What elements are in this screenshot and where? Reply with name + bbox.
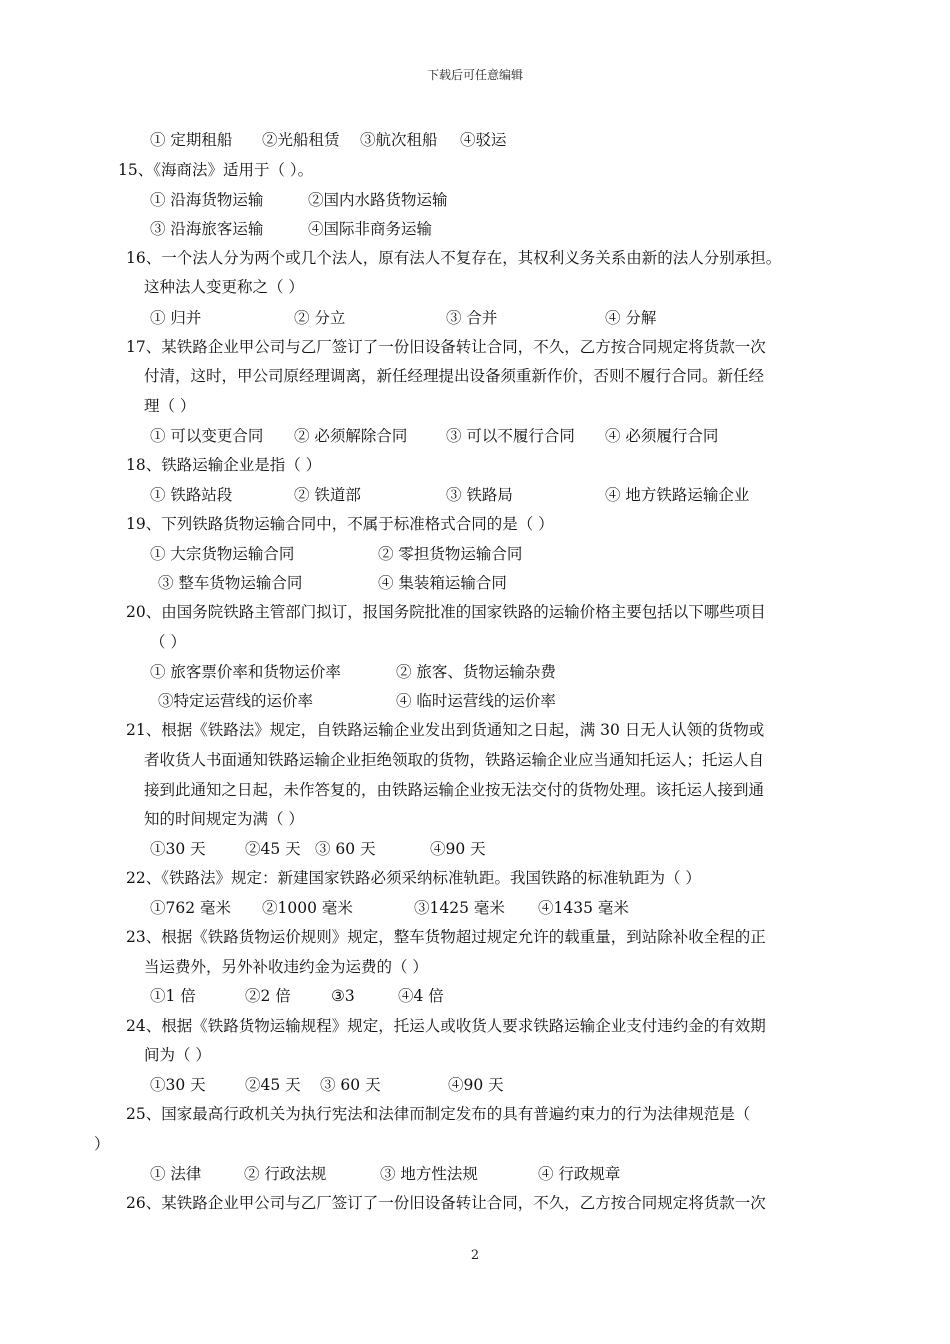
text-line: 26、某铁路企业甲公司与乙厂签订了一份旧设备转让合同，不久，乙方按合同规定将货款一次 [126,1194,766,1212]
text-line: 这种法人变更称之（ ） [144,278,304,296]
answer-option: ① 沿海货物运输 [150,191,264,209]
text-line: 17、某铁路企业甲公司与乙厂签订了一份旧设备转让合同，不久，乙方按合同规定将货款一次 [126,338,766,356]
answer-option: ④ 集装箱运输合同 [378,574,507,592]
answer-option: ④90 天 [448,1076,504,1094]
answer-option: ③ 可以不履行合同 [446,427,575,445]
answer-option: ① 铁路站段 [150,486,233,504]
answer-option: ②国内水路货物运输 [308,191,448,209]
answer-option: ②45 天 [245,840,301,858]
answer-option: ④ 地方铁路运输企业 [605,486,750,504]
answer-option: ② 分立 [294,309,346,327]
answer-option: ④ 分解 [605,309,657,327]
answer-option: ① 可以变更合同 [150,427,264,445]
text-line: 间为（ ） [144,1046,211,1064]
answer-option: ① 归并 [150,309,202,327]
text-line: 23、根据《铁路货物运价规则》规定，整车货物超过规定允许的载重量，到站除补收全程的正 [126,928,766,946]
answer-option: ① 定期租船 [150,131,233,149]
answer-option: ②2 倍 [245,987,291,1005]
answer-option: ④驳运 [460,131,507,149]
answer-option: ④ 行政规章 [538,1165,621,1183]
text-line: 接到此通知之日起，未作答复的，由铁路运输企业按无法交付的货物处理。该托运人接到通 [144,781,765,799]
answer-option: ② 必须解除合同 [294,427,408,445]
answer-option: ② 铁道部 [294,486,361,504]
answer-option: ③1425 毫米 [414,899,505,917]
text-line: 付清，这时，甲公司原经理调离，新任经理提出设备须重新作价，否则不履行合同。新任经 [144,367,765,385]
answer-option: ④1435 毫米 [538,899,629,917]
answer-option: ③ 合并 [446,309,498,327]
text-line: 当运费外，另外补收违约金为运费的（ ） [144,958,428,976]
answer-option: ① 大宗货物运输合同 [150,545,295,563]
text-line: 者收货人书面通知铁路运输企业拒绝领取的货物，铁路运输企业应当通知托运人；托运人自 [144,751,765,769]
text-line: ） [94,1135,110,1153]
answer-option: ④4 倍 [398,987,444,1005]
text-line: （ ） [150,633,186,651]
answer-option: ② 零担货物运输合同 [378,545,523,563]
text-line: 19、下列铁路货物运输合同中，不属于标准格式合同的是（ ） [126,515,554,533]
text-line: 22、《铁路法》规定：新建国家铁路必须采纳标准轨距。我国铁路的标准轨距为（ ） [126,869,701,887]
page-header: 下载后可任意编辑 [426,68,523,82]
text-line: 15、《海商法》适用于（ ）。 [118,161,314,179]
text-line: 知的时间规定为满（ ） [144,810,304,828]
answer-option: ② 行政法规 [244,1165,327,1183]
answer-option: ③ 地方性法规 [380,1165,478,1183]
text-line: 24、根据《铁路货物运输规程》规定，托运人或收货人要求铁路运输企业支付违约金的有效期 [126,1017,766,1035]
answer-option: ①1 倍 [150,987,196,1005]
text-line: 18、铁路运输企业是指（ ） [126,456,322,474]
answer-option: ④ 临时运营线的运价率 [396,692,556,710]
answer-option: ① 法律 [150,1165,202,1183]
text-line: 20、由国务院铁路主管部门拟订，报国务院批准的国家铁路的运输价格主要包括以下哪些项目 [126,603,766,621]
answer-option: ② 旅客、货物运输杂费 [396,663,556,681]
page-number: 2 [470,1248,480,1263]
text-line: 理（ ） [144,397,196,415]
answer-option: ③3 [331,987,355,1005]
answer-option: ④90 天 [430,840,486,858]
answer-option: ②45 天 [245,1076,301,1094]
answer-option: ②光船租赁 [262,131,340,149]
answer-option: ③ 60 天 [315,840,376,858]
answer-option: ①30 天 [150,1076,206,1094]
answer-option: ③ 沿海旅客运输 [150,220,264,238]
answer-option: ①762 毫米 [150,899,232,917]
text-line: 21、根据《铁路法》规定，自铁路运输企业发出到货通知之日起，满 30 日无人认领的货物或 [126,721,765,739]
answer-option: ④国际非商务运输 [308,220,433,238]
answer-option: ③航次租船 [360,131,438,149]
text-line: 25、国家最高行政机关为执行宪法和法律而制定发布的具有普遍约束力的行为法律规范是（ [126,1105,751,1123]
answer-option: ②1000 毫米 [262,899,353,917]
answer-option: ①30 天 [150,840,206,858]
answer-option: ③ 60 天 [320,1076,381,1094]
answer-option: ③特定运营线的运价率 [158,692,314,710]
answer-option: ③ 整车货物运输合同 [158,574,303,592]
answer-option: ① 旅客票价率和货物运价率 [150,663,341,681]
answer-option: ④ 必须履行合同 [605,427,719,445]
text-line: 16、一个法人分为两个或几个法人，原有法人不复存在，其权利义务关系由新的法人分别承担。 [126,249,782,267]
answer-option: ③ 铁路局 [446,486,513,504]
